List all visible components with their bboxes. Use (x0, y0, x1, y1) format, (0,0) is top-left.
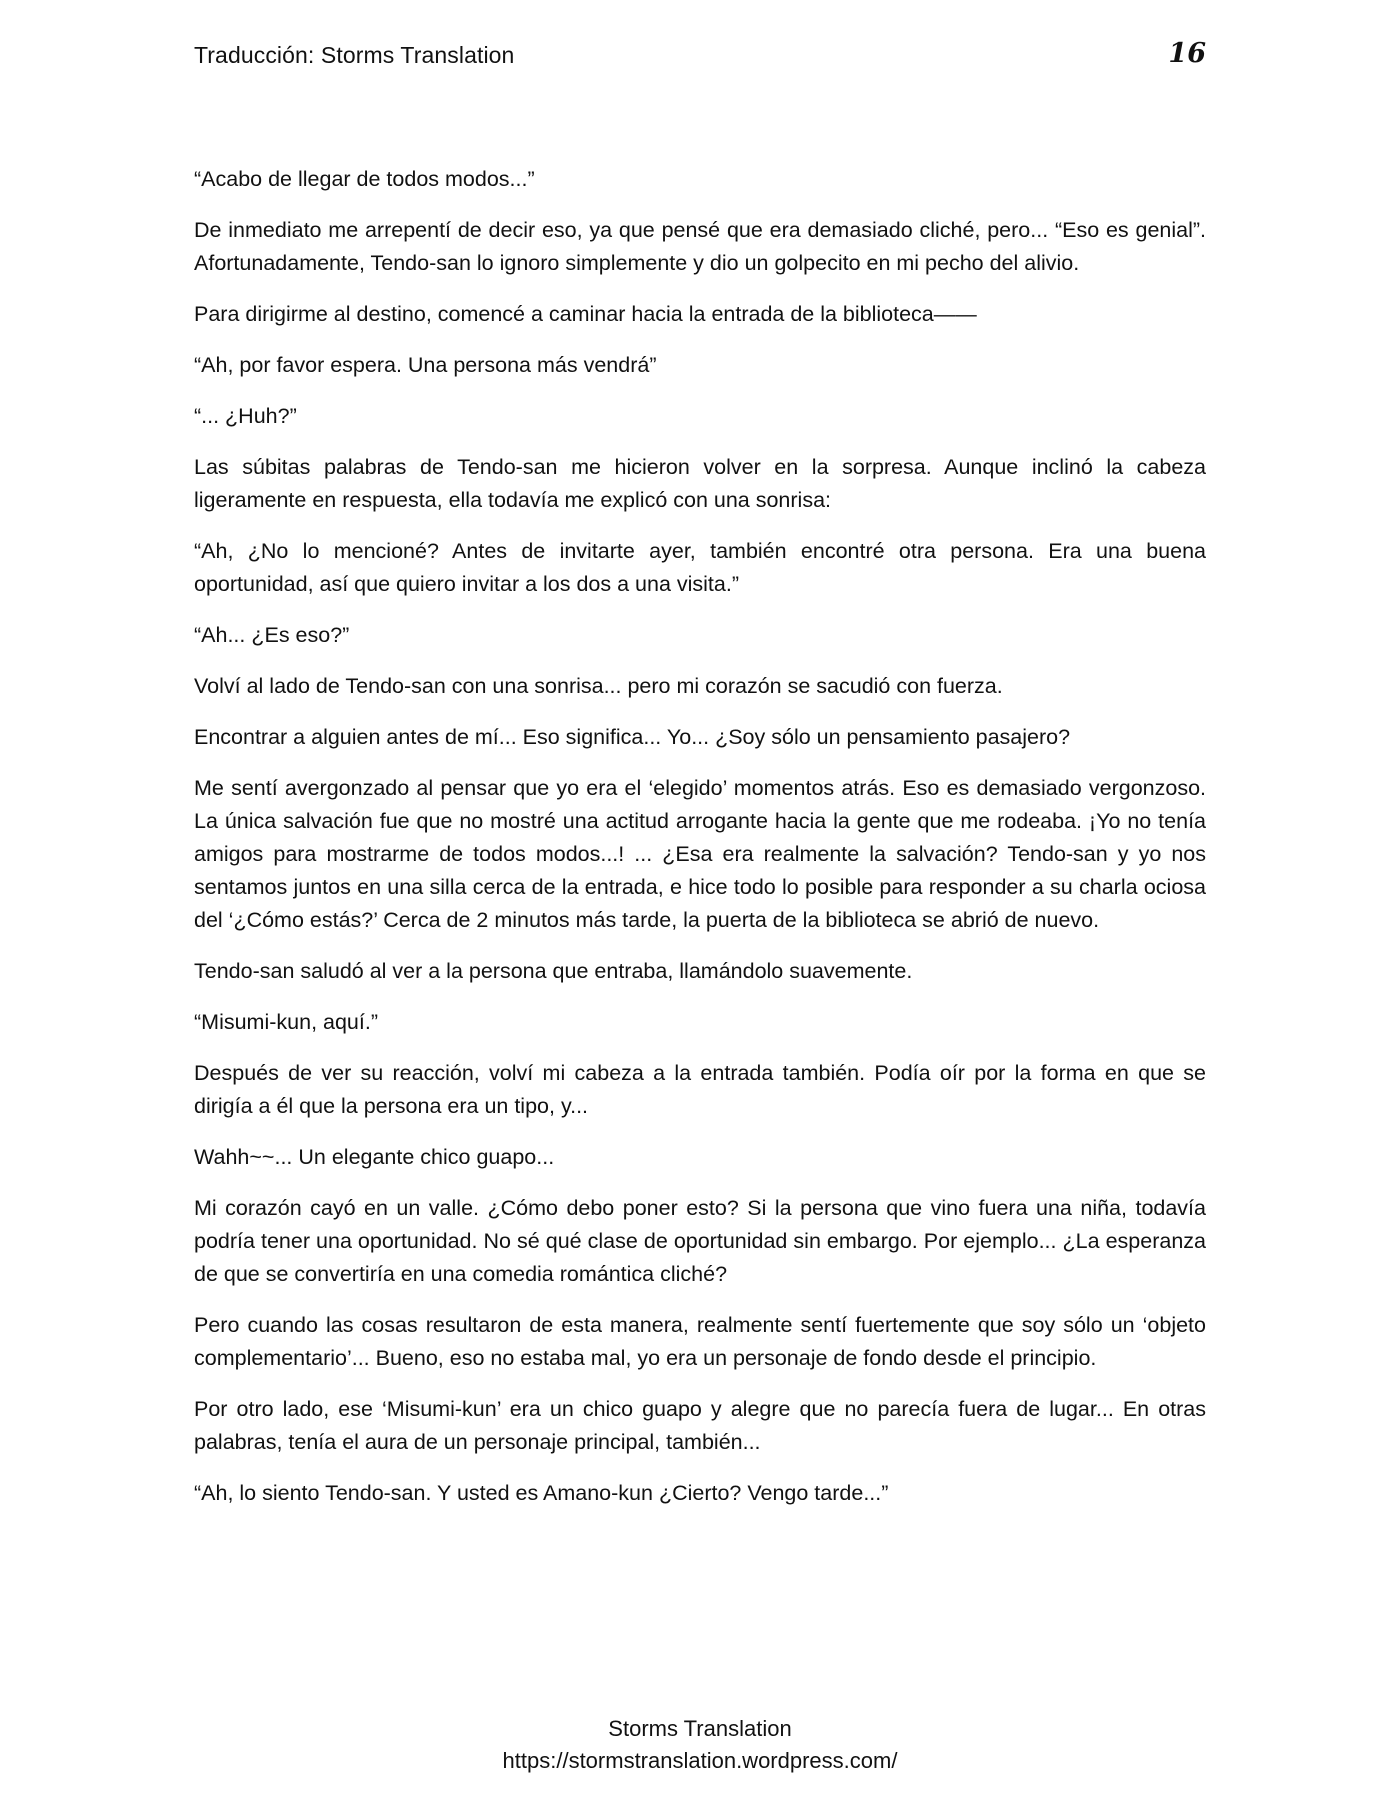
paragraph: “Ah, lo siento Tendo-san. Y usted es Amano-kun ¿Cierto? Vengo tarde...” (194, 1481, 889, 1505)
paragraph: “Ah, ¿No lo mencioné? Antes de invitarte ayer, también encontré otra persona. Era una buena oportunidad, así que quiero invitar a los dos a una visita.” (194, 539, 1206, 596)
paragraph: “Misumi-kun, aquí.” (194, 1010, 378, 1034)
page-footer (0, 1713, 1400, 1777)
header-title: Traducción: Storms Translation (194, 42, 515, 68)
paragraph: “Ah... ¿Es eso?” (194, 623, 350, 647)
paragraph: Mi corazón cayó en un valle. ¿Cómo debo poner esto? Si la persona que vino fuera una niña, todavía podría tener una oportunidad. No sé qué clase de oportunidad sin embargo. Por ejemplo... ¿La esperanza de que se convertiría en una comedia romántica cliché? (194, 1196, 1206, 1286)
document-body (194, 163, 1206, 1633)
paragraph: Por otro lado, ese ‘Misumi-kun’ era un chico guapo y alegre que no parecía fuera de lugar... En otras palabras, tenía el aura de un personaje principal, también... (194, 1397, 1206, 1454)
page-header (194, 38, 1206, 78)
paragraph: Encontrar a alguien antes de mí... Eso significa... Yo... ¿Soy sólo un pensamiento pasajero? (194, 725, 1071, 749)
paragraph: Después de ver su reacción, volví mi cabeza a la entrada también. Podía oír por la forma en que se dirigía a él que la persona era un tipo, y... (194, 1061, 1206, 1118)
paragraph: De inmediato me arrepentí de decir eso, ya que pensé que era demasiado cliché, pero... “Eso es genial”. Afortunadamente, Tendo-san lo ignoro simplemente y dio un golpecito en mi pecho del alivio. (194, 218, 1206, 275)
paragraph: Me sentí avergonzado al pensar que yo era el ‘elegido’ momentos atrás. Eso es demasiado vergonzoso. La única salvación fue que no mostré una actitud arrogante hacia la gente que me rodeaba. ¡Yo no tenía amigos para mostrarme de todos modos...! ... ¿Esa era realmente la salvación? Tendo-san y yo nos sentamos juntos en una silla cerca de la entrada, e hice todo lo posible para responder a su charla ociosa del ‘¿Cómo estás?’ Cerca de 2 minutos más tarde, la puerta de la biblioteca se abrió de nuevo. (194, 776, 1206, 932)
footer-url: https://stormstranslation.wordpress.com/ (502, 1748, 898, 1773)
page-number: 16 (1168, 38, 1206, 69)
paragraph: Las súbitas palabras de Tendo-san me hicieron volver en la sorpresa. Aunque inclinó la cabeza ligeramente en respuesta, ella todavía me explicó con una sonrisa: (194, 455, 1206, 512)
paragraph: “Ah, por favor espera. Una persona más vendrá” (194, 353, 657, 377)
paragraph: “... ¿Huh?” (194, 404, 297, 428)
paragraph: Wahh~~... Un elegante chico guapo... (194, 1145, 555, 1169)
paragraph: Para dirigirme al destino, comencé a caminar hacia la entrada de la biblioteca—— (194, 302, 977, 326)
paragraph: Pero cuando las cosas resultaron de esta manera, realmente sentí fuertemente que soy sólo un ‘objeto complementario’... Bueno, eso no estaba mal, yo era un personaje de fondo desde el principio. (194, 1313, 1206, 1370)
footer-name: Storms Translation (608, 1716, 792, 1741)
paragraph: “Acabo de llegar de todos modos...” (194, 167, 535, 191)
paragraph: Tendo-san saludó al ver a la persona que entraba, llamándolo suavemente. (194, 959, 913, 983)
paragraph: Volví al lado de Tendo-san con una sonrisa... pero mi corazón se sacudió con fuerza. (194, 674, 1003, 698)
